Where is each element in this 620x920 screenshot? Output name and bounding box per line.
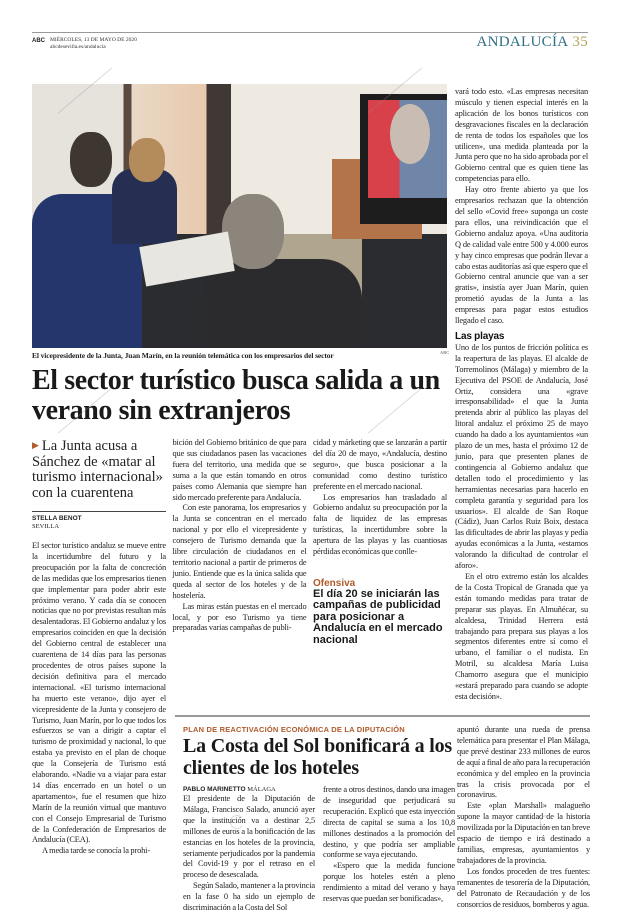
page-number: 35 [572,34,588,50]
section-header [477,34,588,51]
main-col-4 [455,87,588,703]
byline-rule [32,511,166,512]
second-article [175,715,590,914]
main-col-2 [173,438,307,634]
site-url: abcdesevilla.es/andalucia [50,43,106,50]
author: PABLO MARINETTO [183,786,246,793]
paragraph: bición del Gobierno británico de que para que sus ciudadanos pasen las vacaciones fuera del territorio, una medida que se suma a la que están tomando en otros países como Alemania que siempre han sido mercado preferente para Andalucía. [172,438,307,502]
subhead: Las playas [455,330,505,342]
highlight-text: El día 20 se iniciarán las campañas de publicidad para posicionar a Andalucía en el mercado nacional [313,587,443,646]
paragraph: Este «plan Marshall» malagueño supone la mayor cantidad de la historia movilizada por la Diputación en tan breve espacio de tiempo e irá destinado a familias, empresas, ayuntamientos y trabajadores de la provincia. [457,801,590,865]
paragraph: En el otro extremo están los alcaldes de la Costa Tropical de Granada que ya están tomando medidas para tratar de preparar sus playas. En Almuñécar, su alcaldesa, Trinidad Herrera está trabajando para prepara sus playas a los segmentos diferentes entre sí como el urbano, el familiar o el nudista. En Motril, su alcaldesa María Luisa Chamorro asegura que el municipio «estará preparado para cuando se adopte esta decisión». [455,571,588,701]
paragraph: Los empresarios han trasladado al Gobierno andaluz su preocupación por la falta de liquidez de las empresas turísticas, la incertidumbre sobre la apertura de las playas y las cuantiosas pérdidas económicas que conlle- [313,492,447,557]
paragraph: Hay otro frente abierto ya que los empresarios rechazan que la obtención del sello «Covid free» suponga un coste para ellos, una reivindicación que el Gobierno andaluz apoya. «Una auditoria Q de calidad vale entre 500 y 4.000 euros y hay cinco empresas que podrán llevar a cabo estas auditorías así que espero que el Gobierno central anuncie que van a ser gratis», insistía ayer Juan Marín, quien prometió ayudas de la Junta a las empresas para pagar estos estudios llegado el caso. [455,185,588,326]
second-columns [183,785,455,914]
second-kicker: PLAN DE REACTIVACIÓN ECONÓMICA DE LA DIPUTACIÓN [183,725,405,734]
paragraph: A media tarde se conocía la prohi- [42,846,150,856]
deck-text: La Junta acusa a Sánchez de «matar al turismo internacional» con la cuarentena [32,438,163,501]
paragraph: cidad y márketing que se lanzarán a partir del día 20 de mayo, «Andalucía, destino seguro», que busca posicionar a la comunidad como destino turístico preferente en el mercado nacional. [313,438,447,491]
second-col-1-text [183,794,315,914]
photo [32,84,447,348]
paragraph: frente a otros destinos, dando una imagen de inseguridad que perjudicará su recuperación. Explicó que esta inyección directa de capital se suma a los 10,8 millones destinados a la promoción del destino, y que podría ser ampliable conforme se vaya ejecutando. [323,785,455,860]
paragraph: Los fondos proceden de tres fuentes: remanentes de tesorería de la Diputación, del Patronato de Recaudación y de los consorcios de residuos, bomberos y agua. [457,866,590,909]
main-col-3-text [313,438,447,558]
deck [32,438,166,501]
highlight-box [313,578,447,647]
photo-caption: El vicepresidente de la Junta, Juan Marín, en la reunión telemática con los empresarios del sector [32,351,334,360]
author: STELLA BENOT [32,515,82,522]
main-col-1 [32,438,166,857]
paragraph: El sector turístico andaluz se mueve entre la incertidumbre del futuro y la preocupación por la falta de concreción de las medidas que los empresarios tienen que implementar para poder abrir este próximo verano. Y cada día se conocen noticias que no por previstas resultan más desalentadoras. El Gobierno andaluz y los empresarios coinciden en que la decisión del Gobierno central de establecer una cuarentena de 14 días para las personas procedentes de otros países supone la decisión definitiva para el mercado internacional. «El turismo internacional ha muerto este verano», dijo ayer el vicepresidente de la Junta y consejero de Turismo, Juan Marín, por lo que todos los esfuerzos se van a dirigir a captar el turismo de proximidad y nacional, lo que estaba ya previsto en el plan de choque que la Consejería de Turismo está elaborando. «Nadie va a viajar para estar 14 días encerrado en un hotel o un apartamento», fue el resumen que hizo Marín de la reunión virtual que mantuvo con el Consejo Empresarial de Turismo de la Confederación de Empresarios de Andalucía (CEA). [32,541,166,845]
second-col-1 [183,785,315,914]
main-col-1-text [32,541,166,857]
main-col-3 [313,438,447,646]
paragraph: Uno de los puntos de fricción política es la reapertura de las playas. El alcalde de Torremolinos (Málaga) y miembro de la Ejecutiva del PSOE de Andalucía, José Ortiz, considera una «grave irresponsabilidad» el que la Junta pretenda abrir al público las playas del litoral andaluz el próximo 25 de mayo cuando ha dado a los ayuntamientos «un plazo de un mes, hasta el próximo 12 de junio, para que presenten planes de contingencia al Gobierno andaluz que detallen todo el procedimiento y las herramientas necesarias para hacerlo en completa garantía y seguridad para los usuarios». El alcalde de San Roque (Cádiz), Juan Carlos Ruiz Boix, destaca las dificultades de abrir las playas y pedía ayudas económicas a la Junta, «estamos valorando la dificultad de controlar el aforo». [455,342,588,571]
location: MÁLAGA [247,786,276,793]
second-col-3 [457,725,590,910]
date-block [50,37,137,50]
location: SEVILLA [32,523,60,530]
paragraph: Con este panorama, los empresarios y la Junta se concentran en el mercado nacional y por ello el vicepresidente y consejero de Turismo demanda que la libre circulación de ciudadanos en el territorio nacional a partir de primeros de junio. Entiende que es la única salida que queda al sector de los hoteles y de la hostelería. [172,503,307,600]
header-rule [32,32,588,33]
paragraph: vará todo esto. «Las empresas necesitan músculo y tienen especial interés en la aplicación de los bonos turísticos con desgravaciones fiscales en la declaración de renta de todos los españoles que los utilicen», una medida planteada por la Junta pero que no ha sido aprobada por el Gobierno central que es quien tiene las competencias para ello. [455,87,588,184]
byline [32,515,166,531]
paragraph: El presidente de la Diputación de Málaga, Francisco Salado, anunció ayer que la institución va a destinar 2,5 millones de euros a la bonificación de las estancias en los hoteles de la provincia, seriamente perjudicados por la pandemia del Covid-19 y por el retraso en el proceso de desescalada. [183,794,315,880]
second-headline: La Costa del Sol bonificará a los clientes de los hoteles [183,735,452,779]
paragraph: Según Salado, mantener a la provincia en la fase 0 ha sido un ejemplo de discriminación a la Costa del Sol [183,881,315,913]
second-byline [183,785,315,794]
highlight-kicker: Ofensiva [313,577,356,589]
paragraph: apuntó durante una rueda de prensa telemática para presentar el Plan Málaga, que prevé destinar 233 millones de euros de aquí a final de año para la recuperación económica y del empleo en la provincia tras la crisis provocada por el coronavirus. [457,725,590,800]
date: MIÉRCOLES, 13 DE MAYO DE 2020 [50,37,137,43]
main-headline: El sector turístico busca salida a un verano sin extranjeros [32,365,440,426]
photo-credit: ABC [440,350,450,355]
second-article-main [183,725,455,914]
brand: ABC [32,38,45,44]
triangle-bullet-icon: ▶ [32,440,39,450]
paragraph: Las miras están puestas en el mercado local, y por eso Turismo ya tiene preparadas varias campañas de publi- [172,601,307,633]
second-col-2 [323,785,455,905]
section-name: ANDALUCÍA [476,34,569,50]
paragraph: «Espero que la medida funcione porque los hoteles estén a pleno rendimiento a mitad del verano y haya reservas que puedan ser bonificadas», [323,861,455,904]
